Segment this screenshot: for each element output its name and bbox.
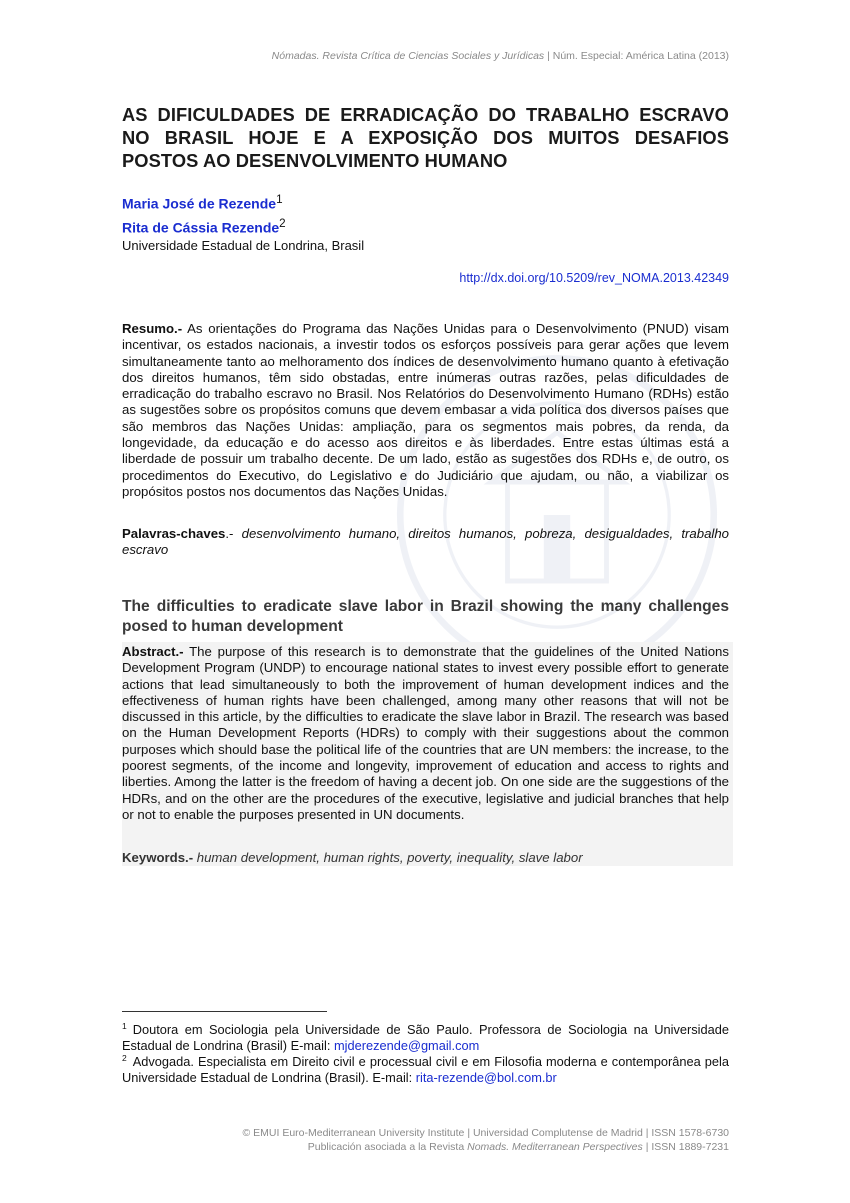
page-footer [243,1126,730,1154]
resumo-label: Resumo.- [122,321,183,336]
footnote-number: 1 [122,1021,127,1031]
footer-prefix: Publicación asociada a la Revista [307,1141,465,1153]
footnote-number: 2 [122,1053,127,1063]
keywords-text: human development, human rights, poverty, inequality, slave labor [196,850,583,865]
author-name[interactable]: Rita de Cássia Rezende [122,219,280,236]
footnote-1 [122,1018,729,1054]
footer-suffix: | ISSN 1889-7231 [645,1141,729,1153]
author-1 [122,190,364,214]
footnote-text: Doutora em Sociologia pela Universidade de São Paulo. Professora de Sociologia na Universidade Estadual de Londrina (Brasil) E-mail: [122,1022,729,1053]
doi-link[interactable]: http://dx.doi.org/10.5209/rev_NOMA.2013.42349 [459,271,729,285]
footnote-text: Advogada. Especialista em Direito civil e processual civil e em Filosofia moderna e contemporânea pela Universidade Estadual de Londrina (Brasil). E-mail: [122,1054,729,1085]
author-2 [122,214,364,238]
footnote-2 [122,1050,729,1086]
abstract-label: Abstract.- [122,644,184,659]
issue-label: Núm. Especial: América Latina (2013) [552,50,729,62]
author-footnote-mark: 2 [279,216,286,230]
email-link[interactable]: mjderezende@gmail.com [333,1038,480,1053]
keywords-label: Keywords.- [122,850,194,865]
email-link[interactable]: rita-rezende@bol.com.br [415,1070,557,1085]
author-block [122,190,364,255]
footer-line-1: © EMUI Euro-Mediterranean University Institute | Universidad Complutense de Madrid | ISSN 1578-6730 [242,1127,729,1139]
keywords [122,850,729,866]
palavras-text: desenvolvimento humano, direitos humanos, pobreza, desigualdades, trabalho escravo [122,526,730,558]
author-name[interactable]: Maria José de Rezende [122,195,277,212]
english-title: The difficulties to eradicate slave labor in Brazil showing the many challenges posed to human development [122,598,729,635]
running-header: Nómadas. Revista Crítica de Ciencias Sociales y Jurídicas | Núm. Especial: América Latina (2013) [271,50,729,62]
author-footnote-mark: 1 [276,193,283,206]
palavras-sep: .- [225,526,234,541]
abstract-paragraph [122,644,729,823]
affiliation: Universidade Estadual de Londrina, Brasil [122,238,365,254]
footer-line-2 [243,1140,730,1154]
abstract-text: The purpose of this research is to demonstrate that the guidelines of the United Nations Development Program (UNDP) to encourage national states to invest every possible effort to generate actions that lead simultaneously to both the improvement of human development indices and the effectiveness of human rights have been challenged, among many other reasons that will not be discussed in this article, by the difficulties to eradicate the slave labor in Brazil. The research was based on the Human Development Reports (HDRs) to comply with their suggestions about the common purposes which should base the political life of the countries that are UN members: the increase, to the poorest segments, of the income and longevity, improvement of education and access to rights and liberties. Among the latter is the freedom of having a decent job. On one side are the suggestions of the HDRs, and on the other are the procedures of the executive, legislative and judicial branches that help or not to enable the purposes presented in UN documents. [122,644,729,822]
journal-name: Nómadas. Revista Crítica de Ciencias Sociales y Jurídicas [271,50,545,62]
footer-journal: Nomads. Mediterranean Perspectives [467,1141,643,1153]
resumo-paragraph [122,321,729,500]
resumo-text: As orientações do Programa das Nações Unidas para o Desenvolvimento (PNUD) visam incentivar, os estados nacionais, a investir todos os esforços possíveis para gerar ações que levem simultaneamente tanto ao melhoramento dos índices de desenvolvimento humano quanto à efetivação dos direitos humanos, têm sido obstadas, entre inúmeras outras razões, pelas dificuldades de erradicação do trabalho escravo no Brasil. Nos Relatórios do Desenvolvimento Humano (RDHs) estão as sugestões sobre os propósitos comuns que devem embasar a vida política dos diversos países que são membros das Nações Unidas: ampliação, para os segmentos mais pobres, da renda, da longevidade, da educação e do acesso aos direitos e às liberdades. Entre estas últimas está a liberdade de possuir um trabalho decente. De um lado, estão as sugestões dos RDHs e, de outro, os procedimentos do Executivo, do Legislativo e do Judiciário que ajudam, ou não, a viabilizar os propósitos postos nos documentos das Nações Unidas. [122,321,730,499]
paper-title: AS DIFICULDADES DE ERRADICAÇÃO DO TRABALHO ESCRAVO NO BRASIL HOJE E A EXPOSIÇÃO DOS MUITOS DESAFIOS POSTOS AO DESENVOLVIMENTO HUMANO [122,104,729,171]
palavras-chaves [122,526,729,559]
footnote-divider [122,1011,327,1012]
palavras-label: Palavras-chaves [122,526,226,541]
